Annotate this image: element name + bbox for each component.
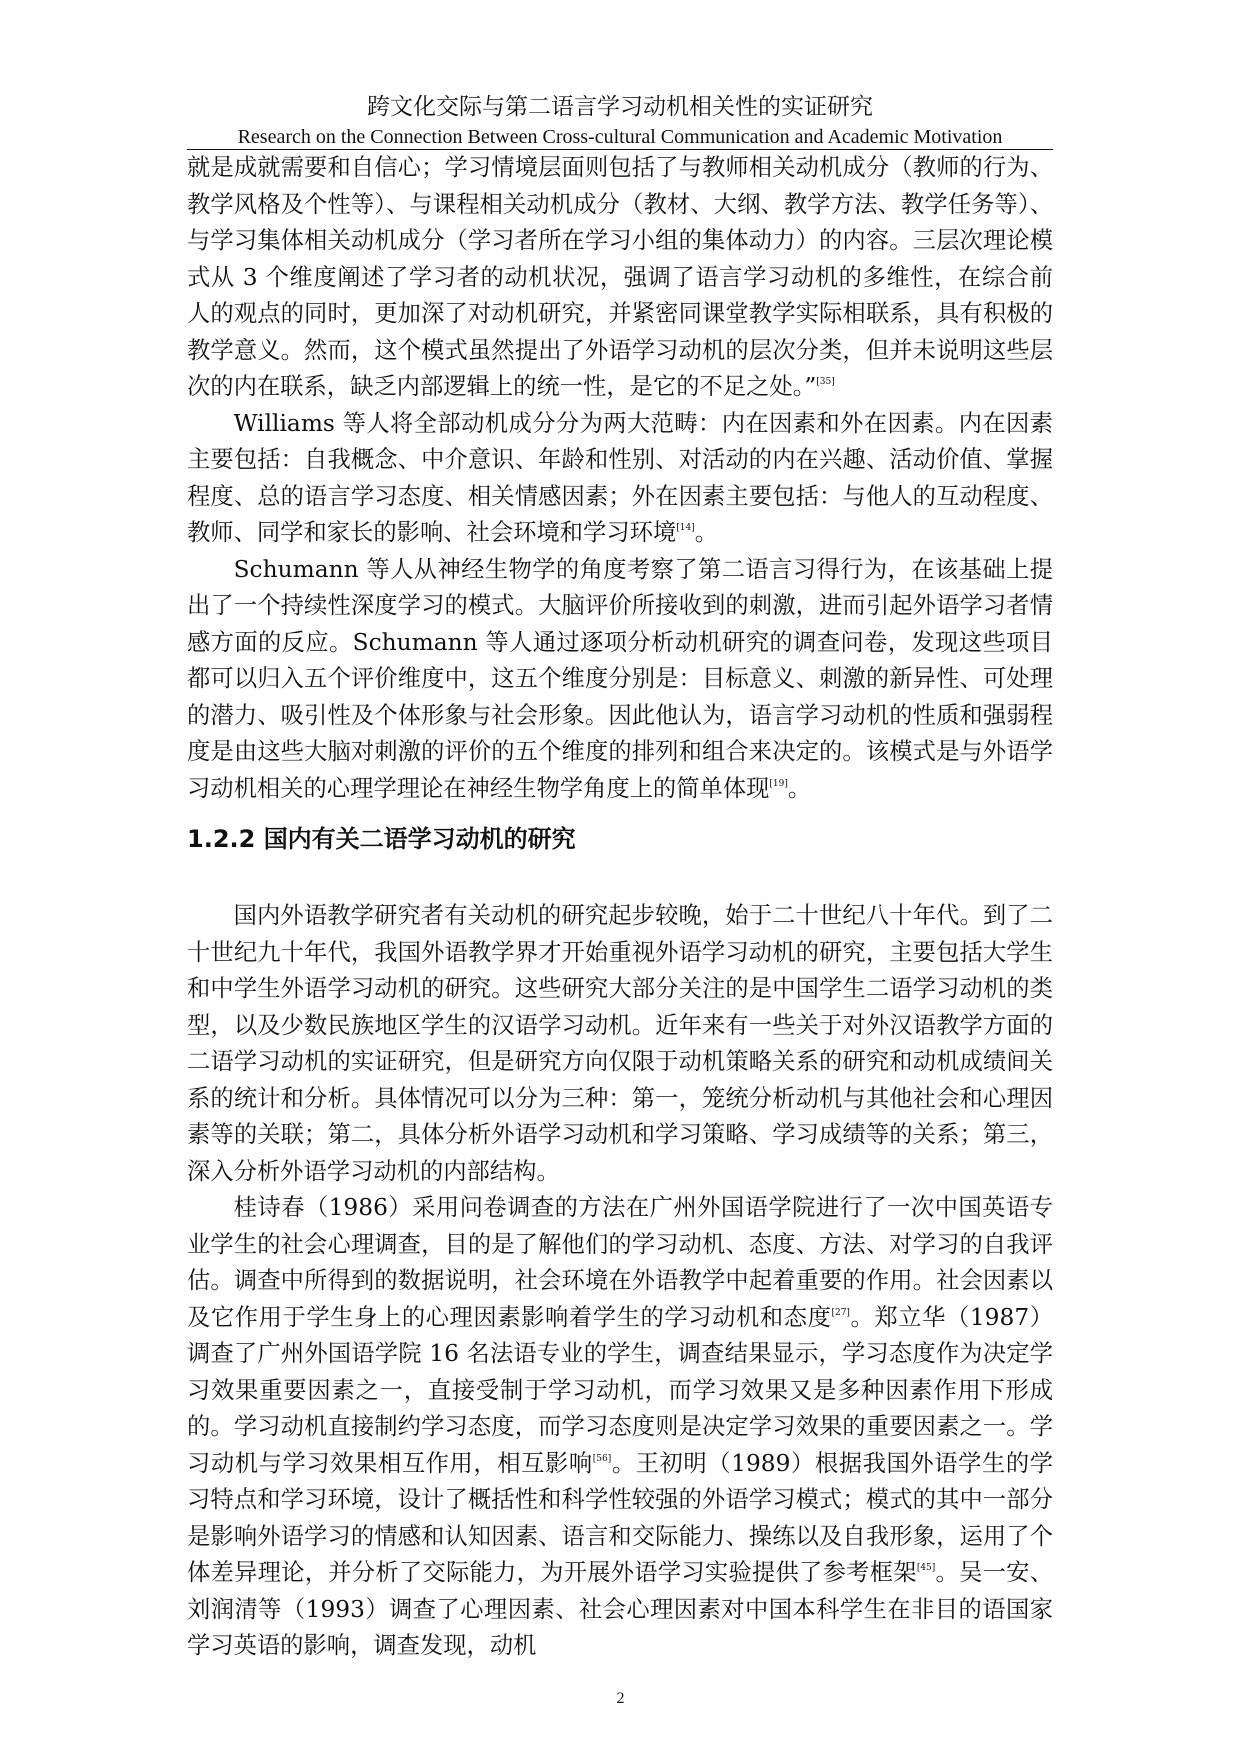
paragraph — [187, 406, 1053, 552]
paragraph-text: 就是成就需要和自信心；学习情境层面则包括了与教师相关动机成分（教师的行为、教学风格及个性等）、与课程相关动机成分（教材、大纲、教学方法、教学任务等）、与学习集体相关动机成分（学习者所在学习小组的集体动力）的内容。三层次理论模式从 3 个维度阐述了学习者的动机状况，强调了语言学习动机的多维性，在综合前人的观点的同时，更加深了对动机研究，并紧密同课堂教学实际相联系，具有积极的教学意义。然而，这个模式虽然提出了外语学习动机的层次分类，但并未说明这些层次的内在联系，缺乏内部逻辑上的统一性，是它的不足之处。” — [187, 154, 1053, 400]
paragraph-text: 。 — [787, 774, 812, 802]
citation: [56] — [592, 1453, 612, 1464]
paragraph — [187, 898, 1053, 1190]
citation: [45] — [916, 1563, 936, 1573]
paragraph-text: Williams 等人将全部动机成分分为两大范畴：内在因素和外在因素。内在因素主要包括：自我概念、中介意识、年龄和性别、对活动的内在兴趣、活动价值、掌握程度、总的语言学习态度、相关情感因素；外在因素主要包括：与他人的互动程度、教师、同学和家长的影响、社会环境和学习环境 — [187, 409, 1053, 546]
paragraph-text: 。 — [694, 519, 719, 546]
running-header-english: Research on the Connection Between Cross-cultural Communication and Academic Motivation — [237, 126, 1003, 148]
paragraph-text: 国内外语教学研究者有关动机的研究起步较晚，始于二十世纪八十年代。到了二十世纪九十年代，我国外语教学界才开始重视外语学习动机的研究，主要包括大学生和中学生外语学习动机的研究。这些研究大部分关注的是中国学生二语学习动机的类型，以及少数民族地区学生的汉语学习动机。近年来有一些关于对外汉语教学方面的二语学习动机的实证研究，但是研究方向仅限于动机策略关系的研究和动机成绩间关系的统计和分析。具体情况可以分为三种：第一，笼统分析动机与其他社会和心理因素等的关联；第二，具体分析外语学习动机和学习策略、学习成绩等的关系；第三，深入分析外语学习动机的内部结构。 — [187, 902, 1053, 1185]
paragraph-text: Schumann 等人从神经生物学的角度考察了第二语言习得行为，在该基础上提出了一个持续性深度学习的模式。大脑评价所接收到的刺激，进而引起外语学习者情感方面的反应。Schumann 等人通过逐项分析动机研究的调查问卷，发现这些项目都可以归入五个评价维度中，这五个维度分别是：目标意义、刺激的新异性、可处理的潜力、吸引性及个体形象与社会形象。因此他认为，语言学习动机的性质和强弱程度是由这些大脑对刺激的评价的五个维度的排列和组合来决定的。该模式是与外语学习动机相关的心理学理论在神经生物学角度上的简单体现 — [187, 555, 1053, 802]
paragraph — [187, 1190, 1053, 1665]
paragraph-text: 。王初明（1989）根据我国外语学生的学习特点和学习环境，设计了概括性和科学性较强的外语学习模式；模式的其中一部分是影响外语学习的情感和认知因素、语言和交际能力、操练以及自我形象，运用了个体差异理论，并分析了交际能力，为开展外语学习实验提供了参考框架 — [187, 1449, 1053, 1586]
body-text-top — [187, 150, 1053, 807]
citation: [14] — [676, 523, 695, 533]
paragraph — [187, 552, 1053, 808]
page-number: 2 — [616, 1690, 625, 1707]
citation: [27] — [831, 1307, 850, 1318]
paragraph-text: 。郑立华（1987）调查了广州外国语学院 16 名法语专业的学生，调查结果显示，学习态度作为决定学习效果重要因素之一，直接受制于学习动机，而学习效果又是多种因素作用下形成的。学习动机直接制约学习态度，而学习态度则是决定学习效果的重要因素之一。学习动机与学习效果相互作用，相互影响 — [187, 1303, 1054, 1477]
paragraph-text: 桂诗春（1986）采用问卷调查的方法在广州外国语学院进行了一次中国英语专业学生的社会心理调查，目的是了解他们的学习动机、态度、方法、对学习的自我评估。调查中所得到的数据说明，社会环境在外语教学中起着重要的作用。社会因素以及它作用于学生身上的心理因素影响着学生的学习动机和态度 — [187, 1194, 1053, 1331]
citation: [19] — [769, 778, 788, 789]
running-header-chinese: 跨文化交际与第二语言学习动机相关性的实证研究 — [367, 94, 873, 120]
body-text-bottom — [187, 898, 1053, 1665]
paragraph-text: 。吴一安、刘润清等（1993）调查了心理因素、社会心理因素对中国本科学生在非目的语国家学习英语的影响，调查发现，动机 — [187, 1559, 1054, 1659]
section-heading: 1.2.2 国内有关二语学习动机的研究 — [187, 825, 576, 853]
citation: [35] — [816, 377, 835, 387]
paragraph — [187, 150, 1053, 406]
